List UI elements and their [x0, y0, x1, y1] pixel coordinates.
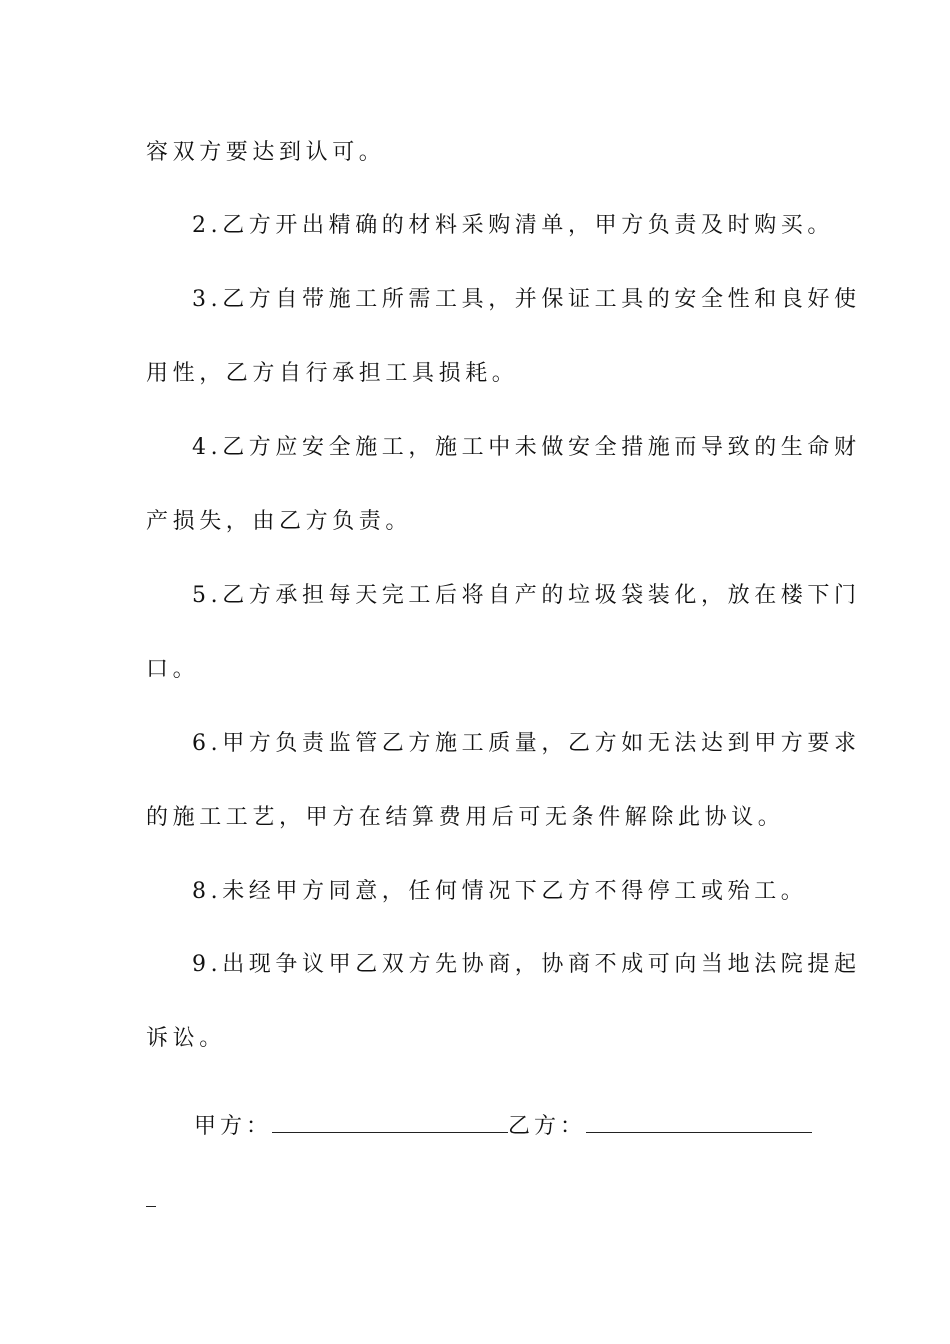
clause-4: 4.乙方应安全施工，施工中未做安全措施而导致的生命财 — [192, 435, 861, 460]
text-line: 口。 — [146, 657, 200, 682]
text-line: 容双方要达到认可。 — [146, 140, 386, 165]
party-b-signature-blank — [586, 1110, 812, 1133]
clause-9: 9.出现争议甲乙双方先协商，协商不成可向当地法院提起 — [192, 952, 861, 977]
party-b-label: 乙方： — [508, 1114, 587, 1139]
party-a-label: 甲方： — [194, 1114, 273, 1139]
clause-6: 6.甲方负责监管乙方施工质量，乙方如无法达到甲方要求 — [192, 731, 861, 756]
text-line: 用性，乙方自行承担工具损耗。 — [146, 361, 519, 386]
clause-3: 3.乙方自带施工所需工具，并保证工具的安全性和良好使 — [192, 287, 861, 312]
text-line: 的施工工艺，甲方在结算费用后可无条件解除此协议。 — [146, 805, 785, 830]
clause-8: 8.未经甲方同意，任何情况下乙方不得停工或殆工。 — [192, 879, 808, 904]
clause-5: 5.乙方承担每天完工后将自产的垃圾袋装化，放在楼下门 — [192, 583, 861, 608]
clause-2: 2.乙方开出精确的材料采购清单，甲方负责及时购买。 — [192, 213, 834, 238]
underline-mark — [146, 1206, 156, 1207]
text-line: 产损失，由乙方负责。 — [146, 509, 413, 534]
signature-row — [194, 1110, 814, 1140]
party-a-signature-blank — [272, 1110, 508, 1133]
text-line: 诉讼。 — [146, 1026, 226, 1051]
